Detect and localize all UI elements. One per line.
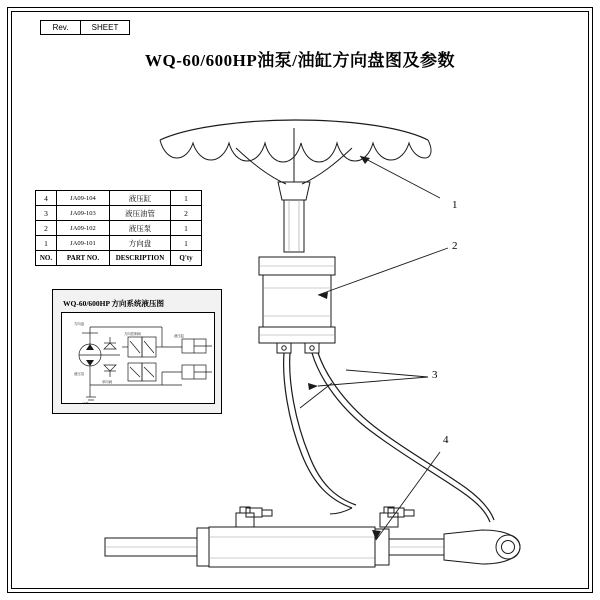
revision-col-sheet: SHEET bbox=[91, 23, 119, 32]
bom-col-qty: Q'ty bbox=[171, 251, 202, 266]
revision-col-rev: Rev. bbox=[41, 21, 81, 34]
table-row bbox=[36, 191, 202, 206]
schematic-label-5: 油箱 bbox=[82, 402, 89, 405]
bom-col-part-no: PART NO. bbox=[57, 251, 110, 266]
bom-col-description: DESCRIPTION bbox=[110, 251, 171, 266]
schematic-label-4: 单向阀 bbox=[102, 380, 113, 384]
table-row bbox=[36, 206, 202, 221]
hydraulic-pump bbox=[259, 257, 335, 353]
bom-description: 方向盘 bbox=[110, 236, 171, 251]
bom-no: 4 bbox=[36, 191, 57, 206]
schematic-label-2: 方向控制阀 bbox=[124, 332, 141, 336]
bom-part-no: JA09-104 bbox=[57, 191, 110, 206]
schematic-svg bbox=[62, 313, 215, 404]
bom-part-no: JA09-102 bbox=[57, 221, 110, 236]
callout-4: 4 bbox=[443, 434, 449, 446]
hydraulic-schematic-box bbox=[52, 289, 222, 414]
table-header-row bbox=[36, 251, 202, 266]
leader-lines bbox=[300, 156, 448, 540]
bom-no: 2 bbox=[36, 221, 57, 236]
hydraulic-hoses bbox=[246, 353, 494, 522]
bom-part-no: JA09-101 bbox=[57, 236, 110, 251]
schematic-title: WQ-60/600HP 方向系统液压图 bbox=[63, 299, 165, 308]
bom-qty: 1 bbox=[171, 221, 202, 236]
bom-part-no: JA09-103 bbox=[57, 206, 110, 221]
callout-1: 1 bbox=[452, 199, 458, 211]
page-title: WQ-60/600HP油泵/油缸方向盘图及参数 bbox=[145, 51, 455, 70]
schematic-label-1: 液压泵 bbox=[74, 372, 85, 376]
parts-table bbox=[35, 190, 202, 266]
bom-no: 3 bbox=[36, 206, 57, 221]
bom-description: 液压油管 bbox=[110, 206, 171, 221]
table-row bbox=[36, 236, 202, 251]
schematic-label-0: 方向盘 bbox=[74, 322, 85, 326]
bom-qty: 1 bbox=[171, 236, 202, 251]
callout-3: 3 bbox=[432, 369, 438, 381]
schematic-label-3: 液压缸 bbox=[174, 334, 185, 338]
bom-no: 1 bbox=[36, 236, 57, 251]
bom-qty: 2 bbox=[171, 206, 202, 221]
bom-col-no: NO. bbox=[36, 251, 57, 266]
bom-description: 液压泵 bbox=[110, 221, 171, 236]
hydraulic-cylinder bbox=[105, 507, 520, 567]
bom-description: 液压缸 bbox=[110, 191, 171, 206]
callout-2: 2 bbox=[452, 240, 458, 252]
schematic-diagram bbox=[61, 312, 215, 404]
bom-qty: 1 bbox=[171, 191, 202, 206]
table-row bbox=[36, 221, 202, 236]
